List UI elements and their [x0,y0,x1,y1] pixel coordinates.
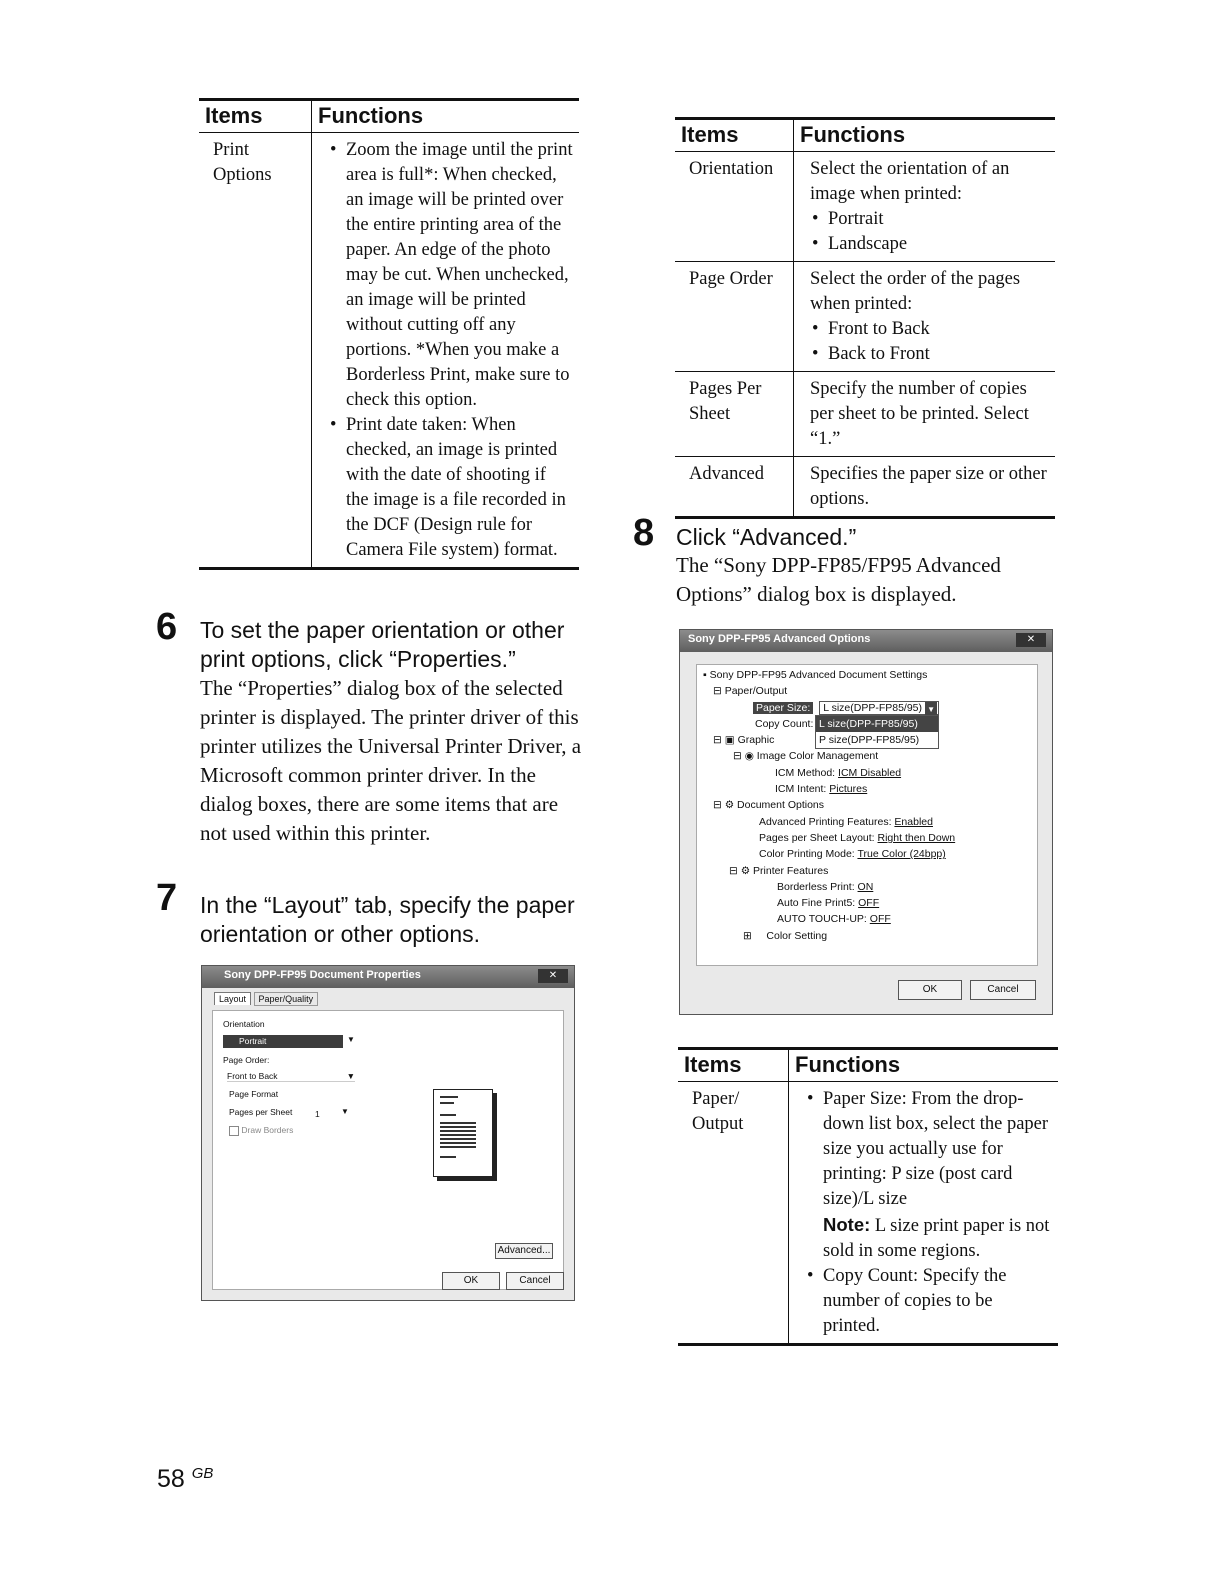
step-7-heading: In the “Layout” tab, specify the paper orientation or other options. [200,892,575,947]
bullet-zoom: • Zoom the image until the print area is full*: When checked, an image will be printed over the entire printing area of the paper. An edge of the photo may be cut. When unchecked, an image will be printed without cutting off any portions. *When you make a Borderless Print, make sure to check this option. [346,138,573,413]
tree-icm[interactable]: ⊟ ◉ Image Color Management [733,750,879,763]
tree-color-mode[interactable]: Color Printing Mode: True Color (24bpp) [759,848,946,861]
page-format-label: Page Format [229,1089,279,1099]
table-row [678,1082,1058,1345]
function-cell: Specify the number of copies per sheet to be printed. Select “1.” [794,372,1056,457]
table-row [675,262,1055,372]
layout-panel [212,1010,564,1290]
settings-tree-panel [696,664,1038,966]
advanced-button[interactable]: Advanced... [495,1243,553,1259]
functions-header: Functions [794,119,1056,152]
tree-copy-count[interactable]: Copy Count: L size(DPP-FP85/95) P size(DPP-FP85/95) [703,716,955,732]
close-icon[interactable]: ✕ [538,969,568,983]
item-cell [199,133,312,569]
ok-button[interactable]: OK [898,980,962,1000]
chevron-down-icon[interactable]: ▼ [925,702,937,718]
page-number: 58 $^{GB}$ [157,1465,214,1493]
item-print: Print [213,140,249,160]
close-icon[interactable]: ✕ [1016,633,1046,647]
function-cell [312,133,580,569]
items-header: Items [678,1049,789,1082]
paper-output-table [678,1047,1058,1346]
item-options: Options [213,165,272,185]
paper-size-select[interactable]: L size(DPP-FP85/95) ▼ [819,701,939,715]
page-order-select[interactable]: Front to Back ▼ [227,1071,355,1081]
dialog-title-bar [202,966,574,988]
note-label: Note: [823,1214,871,1235]
step-7-number: 7 [156,877,178,919]
functions-header: Functions [312,100,580,133]
items-header: Items [199,100,312,133]
tree-printer-features[interactable]: ⊟ ⚙ Printer Features [729,864,829,877]
cancel-button[interactable]: Cancel [506,1272,564,1290]
advanced-options-dialog [679,629,1053,1015]
dialog-title: Sony DPP-FP95 Document Properties [224,969,421,981]
tree-auto-touchup[interactable]: AUTO TOUCH-UP: OFF [777,913,891,926]
dialog-title: Sony DPP-FP95 Advanced Options [688,633,871,645]
pages-per-sheet-value[interactable]: 1 [315,1109,320,1119]
chevron-down-icon[interactable]: ▼ [347,1035,355,1044]
note-text: L size print paper is not sold in some regions. [823,1216,1050,1261]
item-page-order: Page Order [675,262,794,372]
orientation-label: Orientation [223,1019,265,1029]
region-code: GB [191,1465,214,1482]
step-8-heading: Click “Advanced.” [676,524,857,550]
orientation-select[interactable]: Portrait [223,1035,343,1048]
dropdown-option-l[interactable]: L size(DPP-FP85/95) [816,716,938,732]
tree-color-setting[interactable]: ⊞ Color Setting [743,929,828,942]
tree-advanced-features[interactable]: Advanced Printing Features: Enabled [759,815,933,828]
function-cell: Select the order of the pages when printed: • Front to Back • Back to Front [794,262,1056,372]
function-cell [789,1082,1059,1345]
chevron-down-icon[interactable]: ▼ [341,1107,349,1116]
table-row [675,372,1055,457]
page-preview-icon [433,1089,493,1177]
items-header: Items [675,119,794,152]
step-6-heading: To set the paper orientation or other print options, click “Properties.” [200,617,565,672]
tab-paper-quality[interactable]: Paper/Quality [254,992,319,1006]
tree-pps-layout[interactable]: Pages per Sheet Layout: Right then Down [759,831,956,844]
page-order-label: Page Order: [223,1055,270,1065]
paper-size-dropdown [815,715,939,750]
tree-document-options[interactable]: ⊟ ⚙ Document Options [713,799,825,812]
table-row [675,457,1055,518]
tree-root: ▪ Sony DPP-FP95 Advanced Document Settings [703,669,928,681]
step-6-number: 6 [156,606,178,648]
item-advanced: Advanced [675,457,794,518]
step-8-body: The “Sony DPP-FP85/FP95 Advanced Options” dialog box is displayed. [676,553,1001,606]
ok-button[interactable]: OK [442,1272,500,1290]
item-output: Output [692,1114,744,1134]
print-options-table [199,98,579,570]
bullet-paper-size: • Paper Size: From the drop-down list box, select the paper size you actually use for printing: P size (post card size)/L size Note: L size print paper is not sold in some regions. [823,1087,1052,1264]
table-row [675,152,1055,262]
function-cell: Specifies the paper size or other options. [794,457,1056,518]
dialog-title-bar [680,630,1052,652]
document-properties-dialog [201,965,575,1301]
chevron-down-icon: ▼ [346,1071,355,1081]
tree-graphic[interactable]: ⊟ ▣ Graphic [713,734,775,747]
step-8-number: 8 [633,512,655,554]
item-paper: Paper/ [692,1089,740,1109]
tree-paper-size[interactable]: Paper Size: L size(DPP-FP85/95) ▼ [703,700,955,716]
tab-layout[interactable]: Layout [214,992,251,1005]
cancel-button[interactable]: Cancel [970,980,1036,1000]
function-cell: Select the orientation of an image when printed: • Portrait • Landscape [794,152,1056,262]
item-orientation: Orientation [675,152,794,262]
functions-header: Functions [789,1049,1059,1082]
tree-paper-output[interactable]: ⊟ Paper/Output [713,685,788,698]
pages-per-sheet-label: Pages per Sheet [229,1107,293,1117]
bullet-copy-count: • Copy Count: Specify the number of copies to be printed. [823,1264,1052,1339]
layout-items-table [675,117,1055,519]
bullet-date: • Print date taken: When checked, an image is printed with the date of shooting if the image is a file recorded in the DCF (Design rule for Camera File system) format. [346,413,573,563]
tree-auto-fine[interactable]: Auto Fine Print5: OFF [777,897,880,910]
step-6-body: The “Properties” dialog box of the selected printer is displayed. The printer driver of this printer utilizes the Universal Printer Driver, a Microsoft common printer driver. In the dialog boxes, there are some items that are not used within this printer. [200,676,582,845]
tree-icm-method[interactable]: ICM Method: ICM Disabled [775,766,902,779]
tree-borderless[interactable]: Borderless Print: ON [777,880,874,893]
dropdown-option-p[interactable]: P size(DPP-FP85/95) [819,734,920,747]
item-pages-per-sheet: Pages Per Sheet [675,372,794,457]
tree-icm-intent[interactable]: ICM Intent: Pictures [775,783,868,796]
item-cell [678,1082,789,1345]
draw-borders-checkbox[interactable]: Draw Borders [229,1125,293,1136]
